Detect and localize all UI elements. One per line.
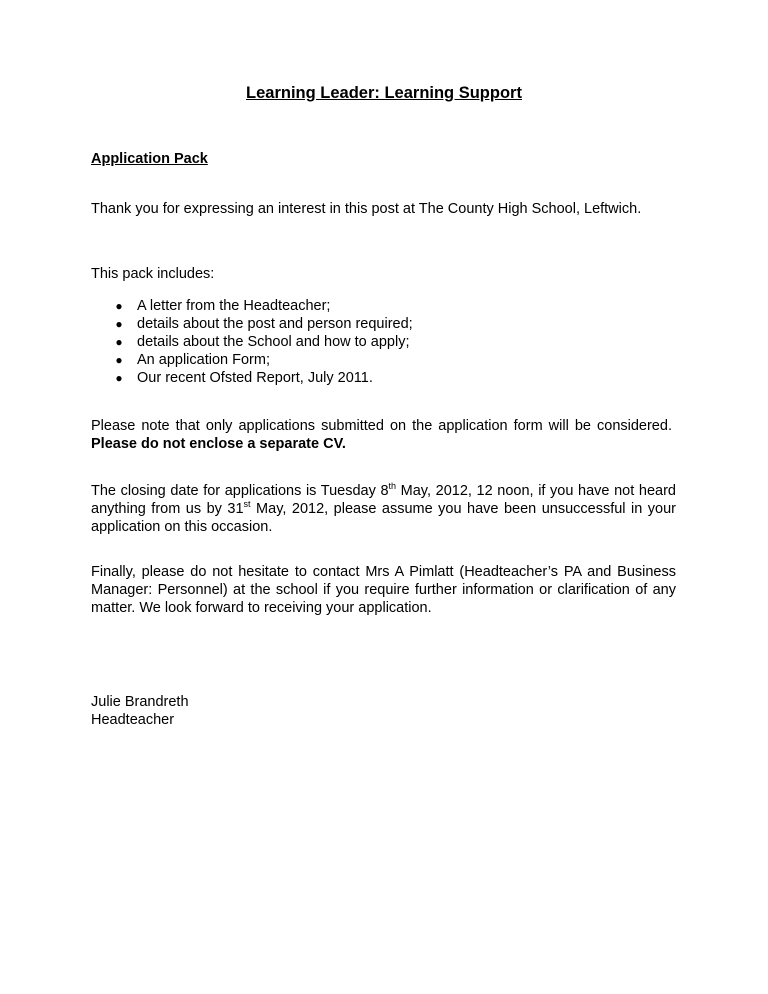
intro-paragraph: Thank you for expressing an interest in this post at The County High School, Leftwich. [91, 201, 642, 217]
bullet-icon: ● [115, 353, 123, 367]
note-bold-text: Please do not enclose a separate CV. [91, 436, 346, 452]
list-item [91, 315, 676, 333]
section-heading: Application Pack [91, 151, 208, 167]
document-title: Learning Leader: Learning Support [246, 84, 522, 102]
closing-sup1: th [388, 481, 397, 492]
note-paragraph [91, 417, 676, 453]
list-item [91, 333, 676, 351]
closing-part1: The closing date for applications is Tuesday 8 [91, 483, 389, 499]
bullet-icon: ● [115, 371, 123, 385]
list-item [91, 351, 676, 369]
note-text: Please note that only applications submitted on the application form will be considered. [91, 418, 672, 434]
list-item-text: An application Form; [137, 352, 270, 368]
list-item-text: details about the School and how to apply; [137, 334, 410, 350]
includes-label: This pack includes: [91, 266, 215, 282]
list-item [91, 369, 676, 387]
signature-role: Headteacher [91, 712, 175, 728]
list-item-text: Our recent Ofsted Report, July 2011. [137, 370, 373, 386]
pack-contents-list [91, 297, 676, 387]
bullet-icon: ● [115, 317, 123, 331]
final-paragraph: Finally, please do not hesitate to contact Mrs A Pimlatt (Headteacher’s PA and Business Manager: Personnel) at the school if you require further information or clarification of any matter. We look forward to receiving your application. [91, 564, 676, 616]
list-item [91, 297, 676, 315]
list-item-text: A letter from the Headteacher; [137, 298, 331, 314]
closing-sup2: st [243, 499, 251, 510]
closing-part2: May, 2012, 12 noon, if you have not heard anything from us by 31 [91, 483, 676, 517]
signature-name: Julie Brandreth [91, 694, 189, 710]
list-item-text: details about the post and person required; [137, 316, 413, 332]
bullet-icon: ● [115, 335, 123, 349]
closing-part3: May, 2012, please assume you have been unsuccessful in your application on this occasion. [91, 501, 676, 535]
bullet-icon: ● [115, 299, 123, 313]
closing-date-paragraph [91, 482, 676, 536]
